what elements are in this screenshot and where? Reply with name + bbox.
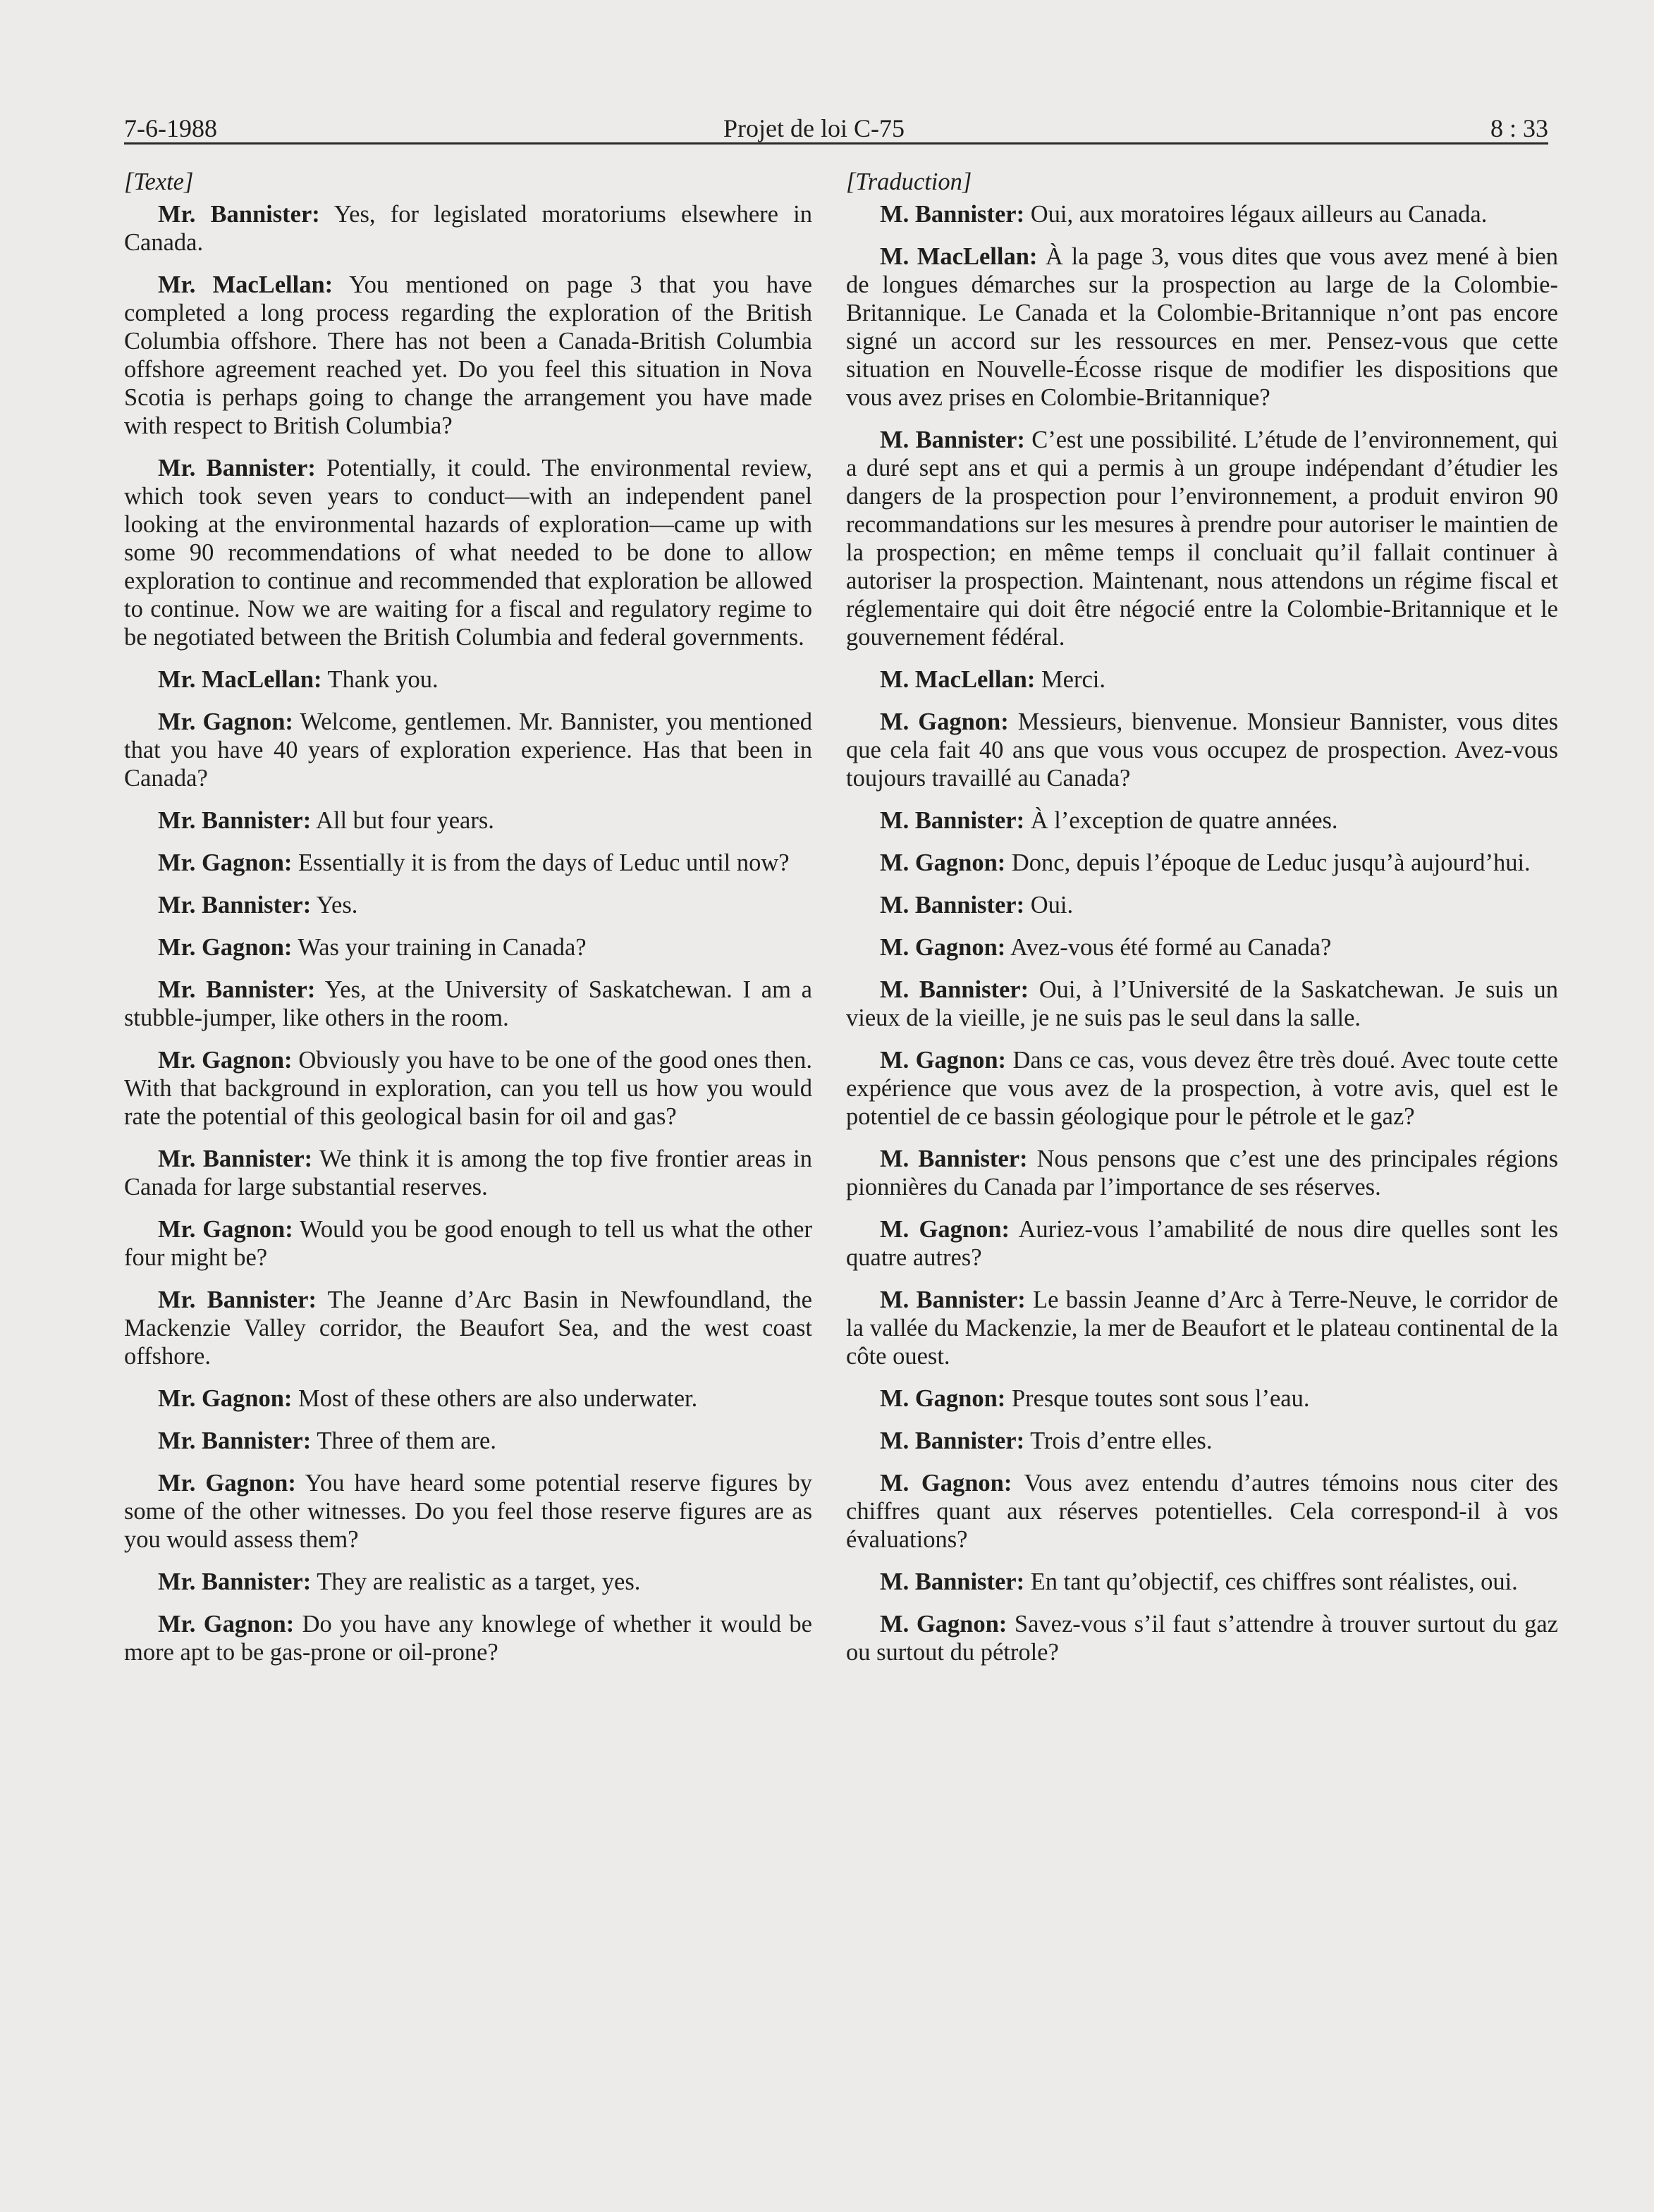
speaker-name: M. MacLellan: [880, 243, 1038, 270]
speaker-name: M. Bannister: [880, 892, 1025, 918]
speaker-name: Mr. Bannister: [158, 201, 320, 228]
speech-text: À l’exception de quatre années. [1024, 807, 1338, 834]
speech-text: Donc, depuis l’époque de Leduc jusqu’à aujourd’hui. [1005, 849, 1531, 876]
transcript-paragraph [124, 271, 812, 440]
speaker-name: Mr. Gagnon: [158, 934, 293, 961]
speaker-name: M. Gagnon: [880, 934, 1006, 961]
speech-text: Oui, à l’Université de la Saskatchewan. Je suis un vieux de la vieille, je ne suis pas le seul dans la salle. [846, 976, 1558, 1031]
transcript-paragraph [124, 806, 812, 835]
speech-text: Oui, aux moratoires légaux ailleurs au Canada. [1024, 201, 1488, 228]
speaker-name: Mr. Gagnon: [158, 1216, 293, 1243]
transcript-paragraph [846, 849, 1558, 877]
speaker-name: M. Gagnon: [880, 1385, 1006, 1412]
speech-text: Presque toutes sont sous l’eau. [1005, 1385, 1310, 1412]
speaker-name: Mr. Gagnon: [158, 1047, 293, 1074]
french-paragraphs [846, 200, 1558, 1666]
speech-text: We think it is among the top five frontier areas in Canada for large substantial reserves. [124, 1145, 812, 1200]
speech-text: Vous avez entendu d’autres témoins nous citer des chiffres quant aux réserves potentielles. Cela correspond-il à vos évaluations? [846, 1470, 1559, 1553]
speech-text: En tant qu’objectif, ces chiffres sont réalistes, oui. [1024, 1568, 1518, 1595]
speaker-name: Mr. Gagnon: [158, 1385, 293, 1412]
speaker-name: Mr. Bannister: [158, 892, 312, 918]
transcript-paragraph [846, 1384, 1558, 1413]
transcript-paragraph [124, 1384, 812, 1413]
speech-text: Yes, for legislated moratoriums elsewhere in Canada. [124, 201, 812, 256]
speaker-name: M. Bannister: [880, 426, 1025, 453]
speech-text: Thank you. [321, 666, 439, 693]
speech-text: You have heard some potential reserve figures by some of the other witnesses. Do you feel those reserve figures are as you would assess them? [124, 1470, 812, 1553]
transcript-paragraph [124, 200, 812, 257]
speaker-name: Mr. MacLellan: [158, 666, 322, 693]
speaker-name: Mr. Bannister: [158, 455, 316, 481]
transcript-paragraph [846, 1610, 1558, 1666]
transcript-paragraph [846, 1286, 1558, 1370]
transcript-paragraph [846, 1145, 1558, 1201]
header-title: Projet de loi C-75 [723, 114, 905, 142]
header-rule [124, 142, 1548, 145]
speaker-name: Mr. Gagnon: [158, 1470, 296, 1497]
transcript-paragraph [846, 976, 1558, 1032]
speech-text: Essentially it is from the days of Leduc until now? [292, 849, 790, 876]
speech-text: Most of these others are also underwater. [292, 1385, 698, 1412]
speaker-name: M. Bannister: [880, 1145, 1028, 1172]
transcript-paragraph [846, 665, 1558, 694]
speech-text: All but four years. [311, 807, 494, 834]
page-header [124, 104, 1548, 147]
speech-text: Avez-vous été formé au Canada? [1005, 934, 1332, 961]
transcript-paragraph [124, 708, 812, 792]
speaker-name: M. Bannister: [880, 976, 1029, 1003]
transcript-paragraph [846, 242, 1558, 412]
speech-text: Yes. [311, 892, 358, 918]
speaker-name: M. Gagnon: [880, 1611, 1007, 1638]
transcript-paragraph [124, 1145, 812, 1201]
speaker-name: Mr. Gagnon: [158, 708, 293, 735]
transcript-paragraph [846, 426, 1558, 651]
transcript-paragraph [846, 1215, 1558, 1272]
transcript-paragraph [124, 1046, 812, 1131]
transcript-paragraph [846, 806, 1558, 835]
speech-text: Three of them are. [311, 1427, 496, 1454]
speech-text: Oui. [1024, 892, 1074, 918]
speech-text: Would you be good enough to tell us what the other four might be? [124, 1216, 812, 1271]
transcript-paragraph [846, 1469, 1558, 1554]
transcript-paragraph [124, 1286, 812, 1370]
header-page-number: 8 : 33 [1490, 114, 1548, 142]
speaker-name: Mr. MacLellan: [158, 271, 333, 298]
speaker-name: M. Bannister: [880, 201, 1025, 228]
speaker-name: Mr. Gagnon: [158, 1611, 295, 1638]
transcript-paragraph [124, 891, 812, 919]
speaker-name: M. Bannister: [880, 807, 1025, 834]
speaker-name: Mr. Bannister: [158, 1286, 317, 1313]
speaker-name: M. Gagnon: [880, 1470, 1012, 1497]
speech-text: Welcome, gentlemen. Mr. Bannister, you mentioned that you have 40 years of exploration experience. Has that been in Canada? [124, 708, 812, 792]
column-french [846, 168, 1558, 1680]
speaker-name: Mr. Bannister: [158, 1145, 313, 1172]
speaker-name: M. Bannister: [880, 1286, 1026, 1313]
transcript-paragraph [124, 933, 812, 961]
speech-text: Auriez-vous l’amabilité de nous dire quelles sont les quatre autres? [846, 1216, 1558, 1271]
speech-text: Potentially, it could. The environmental review, which took seven years to conduct—with an independent panel looking at the environmental hazards of exploration—came up with some 90 recommendations of what needed to be done to allow exploration to continue and recommended that exploration be allowed to continue. Now we are waiting for a fiscal and regulatory regime to be negotiated between the British Columbia and federal governments. [124, 455, 812, 651]
transcript-paragraph [124, 976, 812, 1032]
speech-text: The Jeanne d’Arc Basin in Newfoundland, the Mackenzie Valley corridor, the Beaufort Sea, and the west coast offshore. [124, 1286, 812, 1370]
header-date: 7-6-1988 [124, 114, 217, 142]
transcript-paragraph [124, 1610, 812, 1666]
transcript-paragraph [124, 665, 812, 694]
speech-text: Was your training in Canada? [292, 934, 587, 961]
speech-text: They are realistic as a target, yes. [311, 1568, 641, 1595]
speaker-name: Mr. Bannister: [158, 976, 316, 1003]
column-label-traduction: [Traduction] [846, 168, 972, 195]
speech-text: Do you have any knowlege of whether it would be more apt to be gas-prone or oil-prone? [124, 1611, 812, 1666]
transcript-paragraph [124, 849, 812, 877]
speaker-name: M. MacLellan: [880, 666, 1036, 693]
speech-text: Dans ce cas, vous devez être très doué. Avec toute cette expérience que vous avez de la prospection, à votre avis, quel est le potentiel de ce bassin géologique pour le pétrole et le gaz? [846, 1047, 1558, 1130]
transcript-paragraph [124, 1427, 812, 1455]
speaker-name: Mr. Bannister: [158, 1568, 312, 1595]
speaker-name: M. Gagnon: [880, 1047, 1007, 1074]
transcript-paragraph [846, 1046, 1558, 1131]
speaker-name: M. Gagnon: [880, 1216, 1010, 1243]
speech-text: Merci. [1035, 666, 1105, 693]
transcript-paragraph [124, 1215, 812, 1272]
speech-text: Le bassin Jeanne d’Arc à Terre-Neuve, le corridor de la vallée du Mackenzie, la mer de Beaufort et le plateau continental de la côte ouest. [846, 1286, 1558, 1370]
speech-text: Yes, at the University of Saskatchewan. I am a stubble-jumper, like others in the room. [124, 976, 812, 1031]
transcript-paragraph [846, 708, 1558, 792]
speech-text: You mentioned on page 3 that you have completed a long process regarding the exploration of the British Columbia offshore. There has not been a Canada-British Columbia offshore agreement reached yet. Do you feel this situation in Nova Scotia is perhaps going to change the arrangement you have made with respect to British Columbia? [124, 271, 812, 439]
speech-text: Messieurs, bienvenue. Monsieur Bannister, vous dites que cela fait 40 ans que vous vous occupez de prospection. Avez-vous toujours travaillé au Canada? [846, 708, 1559, 792]
transcript-paragraph [846, 1568, 1558, 1596]
transcript-paragraph [124, 454, 812, 651]
speaker-name: M. Bannister: [880, 1568, 1025, 1595]
english-paragraphs [124, 200, 812, 1666]
speech-text: Trois d’entre elles. [1024, 1427, 1213, 1454]
speech-text: À la page 3, vous dites que vous avez mené à bien de longues démarches sur la prospection au large de la Colombie-Britannique. Le Canada et la Colombie-Britannique n’ont pas encore signé un accord sur les ressources en mer. Pensez-vous que cette situation en Nouvelle-Écosse risque de modifier les dispositions que vous avez prises en Colombie-Britannique? [846, 243, 1558, 411]
transcript-paragraph [846, 891, 1558, 919]
transcript-paragraph [846, 933, 1558, 961]
speaker-name: Mr. Gagnon: [158, 849, 293, 876]
speech-text: Savez-vous s’il faut s’attendre à trouver surtout du gaz ou surtout du pétrole? [846, 1611, 1558, 1666]
transcript-paragraph [846, 1427, 1558, 1455]
transcript-paragraph [124, 1469, 812, 1554]
speech-text: C’est une possibilité. L’étude de l’environnement, qui a duré sept ans et qui a permis à un groupe indépendant d’étudier les dangers de la prospection pour l’environnement, a produit environ 90 recommandations sur les mesures à prendre pour autoriser le maintien de la prospection; en même temps il concluait qu’il fallait continuer à autoriser la prospection. Maintenant, nous attendons un régime fiscal et réglementaire qui doit être négocié entre la Colombie-Britannique et le gouvernement fédéral. [846, 426, 1558, 651]
speech-text: Obviously you have to be one of the good ones then. With that background in exploration, can you tell us how you would rate the potential of this geological basin for oil and gas? [124, 1047, 812, 1130]
speaker-name: M. Gagnon: [880, 708, 1009, 735]
speaker-name: Mr. Bannister: [158, 807, 312, 834]
speaker-name: M. Bannister: [880, 1427, 1025, 1454]
speaker-name: M. Gagnon: [880, 849, 1006, 876]
column-english [124, 168, 812, 1680]
transcript-paragraph [846, 200, 1558, 228]
speaker-name: Mr. Bannister: [158, 1427, 312, 1454]
speech-text: Nous pensons que c’est une des principales régions pionnières du Canada par l’importance de ses réserves. [846, 1145, 1558, 1200]
column-label-texte: [Texte] [124, 168, 194, 195]
transcript-paragraph [124, 1568, 812, 1596]
